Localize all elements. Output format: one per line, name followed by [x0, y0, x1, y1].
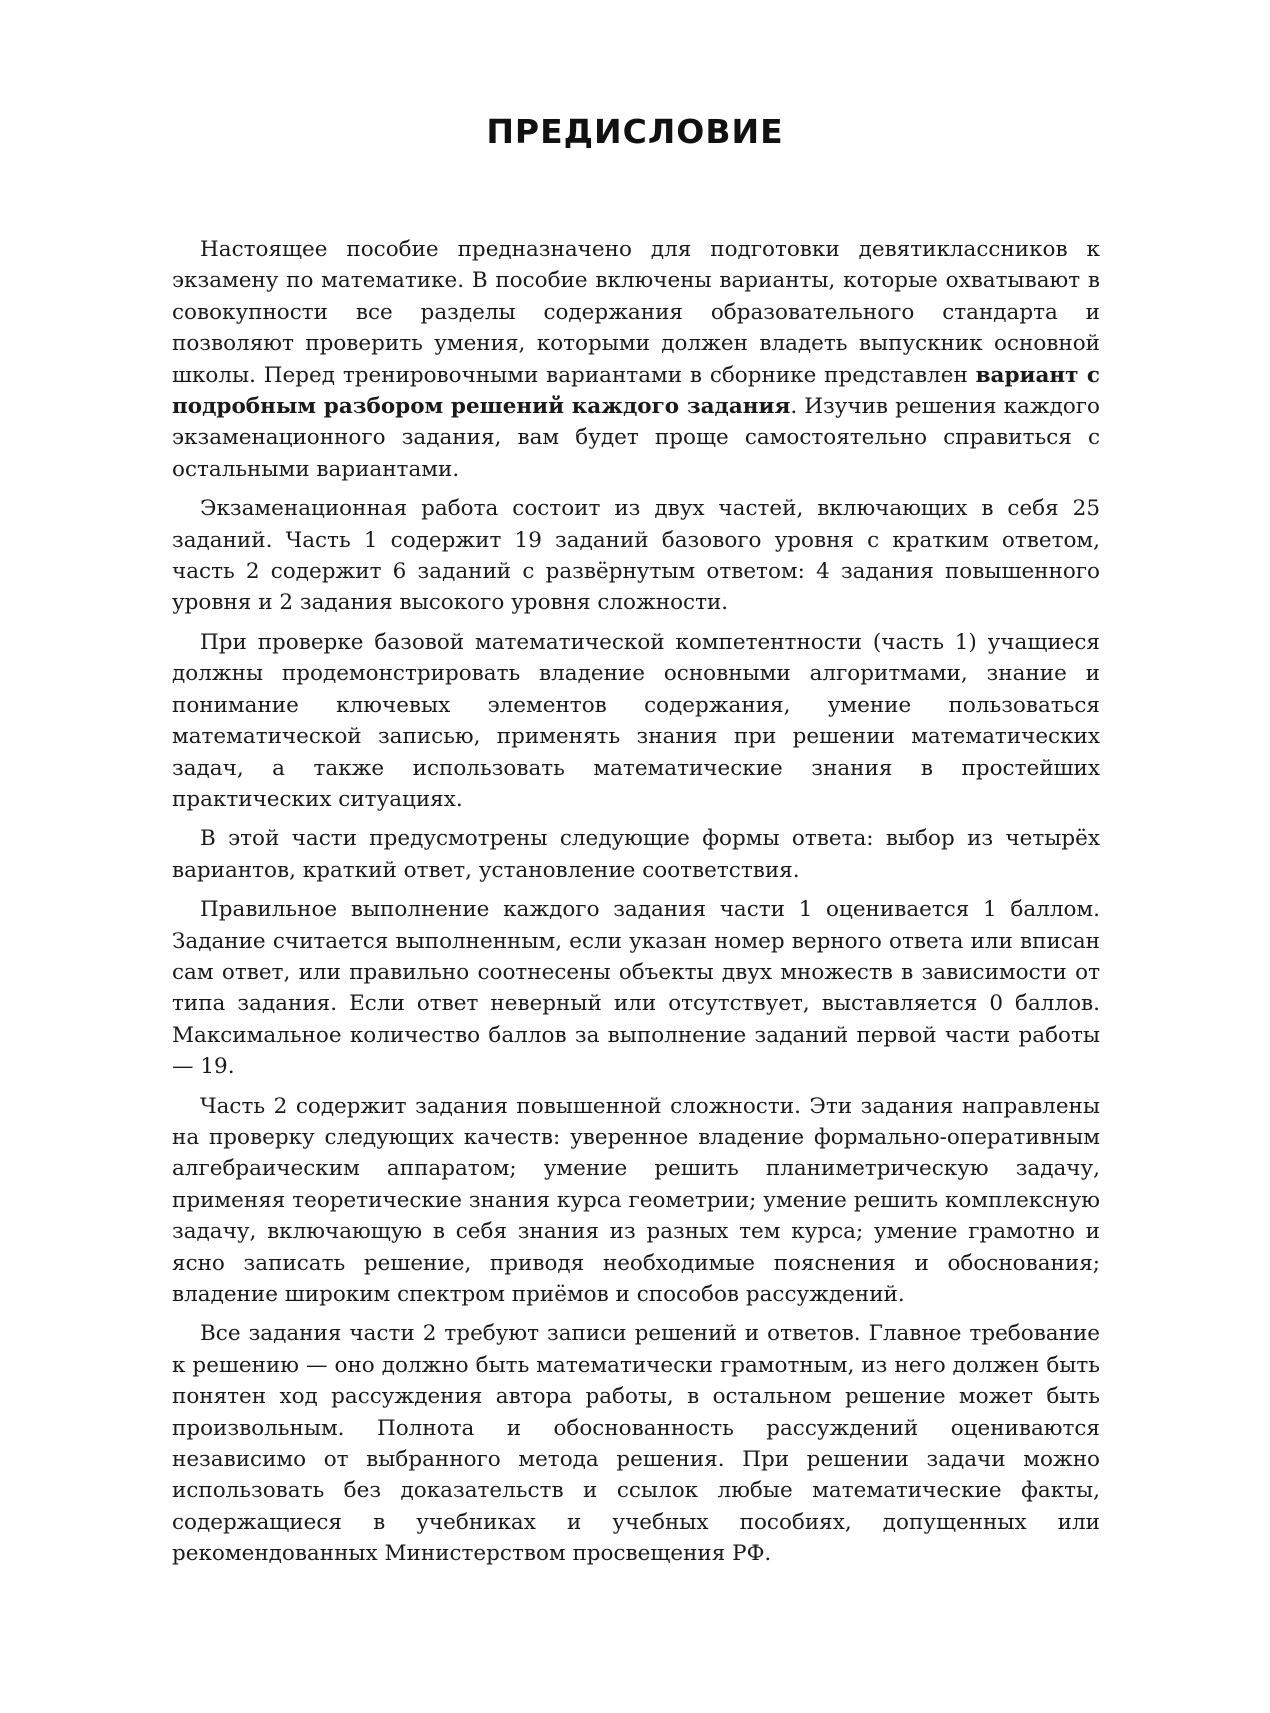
paragraph-intro — [172, 234, 1100, 485]
paragraph-part2-description: Часть 2 содержит задания повышенной сложности. Эти задания направлены на проверку следующих качеств: уверенное владение формально-оперативным алгебраическим аппаратом; умение решить планиметрическую задачу, применяя теоретические знания курса геометрии; умение решить комплексную задачу, включающую в себя знания из разных тем курса; умение грамотно и ясно записать решение, приводя необходимые пояснения и обоснования; владение широким спектром приёмов и способов рассуждений. — [172, 1093, 1100, 1307]
paragraph-part1-scoring: Правильное выполнение каждого задания части 1 оценивается 1 баллом. Задание считается выполненным, если указан номер верного ответа или вписан сам ответ, или правильно соотнесены объекты двух множеств в зависимости от типа задания. Если ответ неверный или отсутствует, выставляется 0 баллов. Максимальное количество баллов за выполнение заданий первой части работы — 19. — [172, 897, 1100, 1080]
paragraph-intro-text-a: Настоящее пособие предназначено для подготовки девятиклассников к экзамену по математике. В пособие включены варианты, которые охватывают в совокупности все разделы содержания образовательного стандарта и позволяют проверить умения, которыми должен владеть выпускник основной школы. Перед тренировочными вариантами в сборнике представлен — [172, 237, 1100, 388]
paragraph-part2-requirements: Все задания части 2 требуют записи решений и ответов. Главное требование к решению — оно должно быть математически грамотным, из него должен быть понятен ход рассуждения автора работы, в остальном решение может быть произвольным. Полнота и обоснованность рассуждений оцениваются независимо от выбранного метода решения. При решении задачи можно использовать без доказательств и ссылок любые математические факты, содержащиеся в учебниках и учебных пособиях, допущенных или рекомендованных Министерством просвещения РФ. — [172, 1321, 1100, 1567]
paragraph-intro-bold: вариант с подробным разбором решений каждого задания — [172, 362, 1100, 420]
page-title: ПРЕДИСЛОВИЕ — [486, 112, 784, 151]
paragraph-part1-competence: При проверке базовой математической компетентности (часть 1) учащиеся должны продемонстрировать владение основными алгоритмами, знание и понимание ключевых элементов содержания, умение пользоваться математической записью, применять знания при решении математических задач, а также использовать математические знания в простейших практических ситуациях. — [172, 629, 1100, 812]
paragraph-structure: Экзаменационная работа состоит из двух частей, включающих в себя 25 заданий. Часть 1 содержит 19 заданий базового уровня с кратким ответом, часть 2 содержит 6 заданий с развёрнутым ответом: 4 задания повышенного уровня и 2 задания высокого уровня сложности. — [172, 496, 1100, 616]
paragraph-intro-text-b: . Изучив решения каждого экзаменационного задания, вам будет проще самостоятельно справиться с остальными вариантами. — [172, 394, 1100, 482]
body-text — [172, 234, 1100, 1578]
paragraph-answer-forms: В этой части предусмотрены следующие формы ответа: выбор из четырёх вариантов, краткий ответ, установление соответствия. — [172, 826, 1100, 883]
